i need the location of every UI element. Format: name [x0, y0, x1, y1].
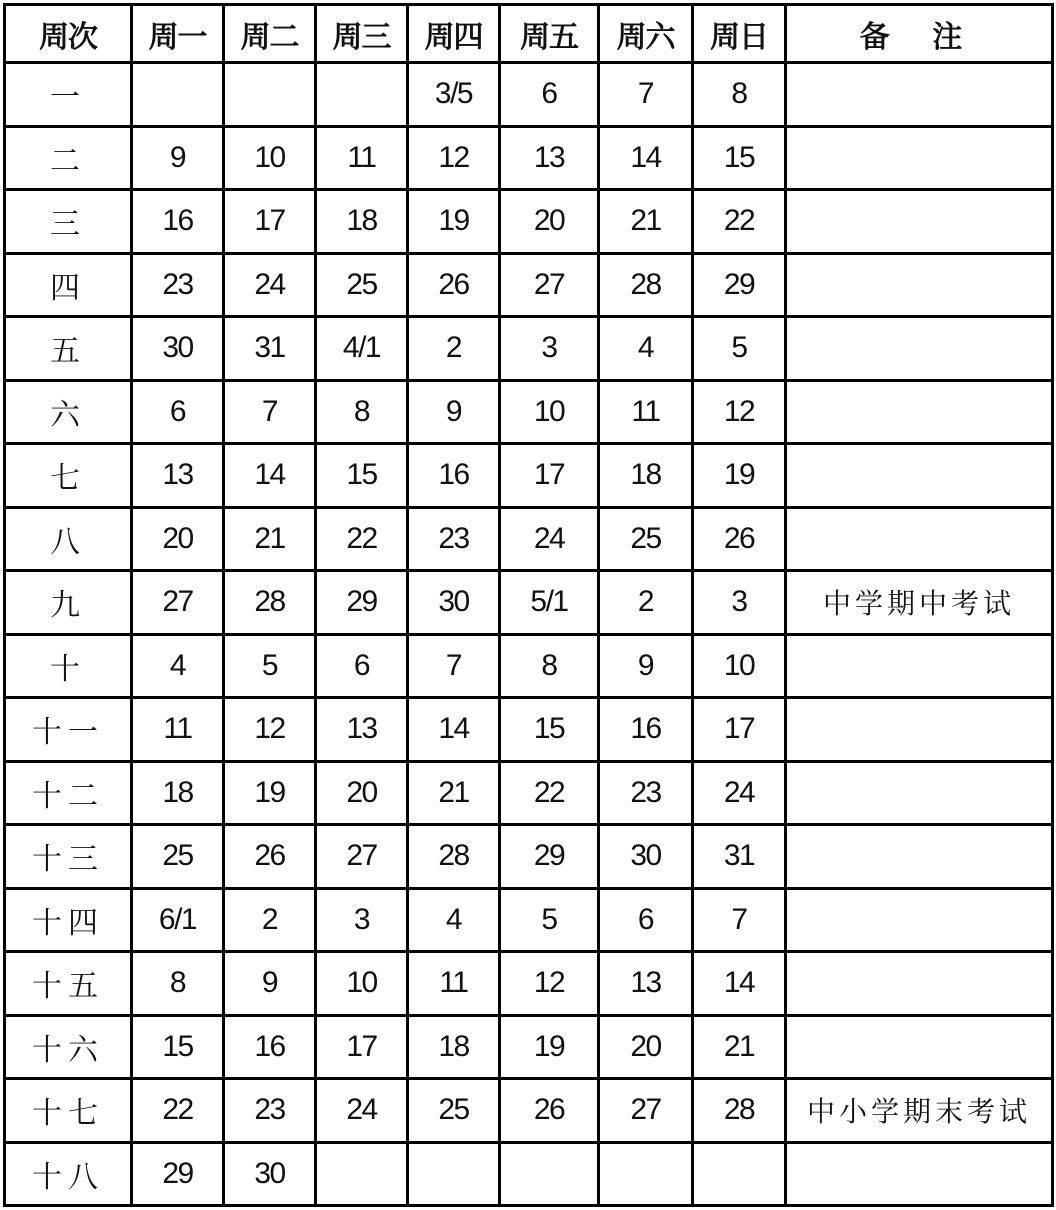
date-cell-wed — [316, 1142, 408, 1206]
week-number-cell: 十五 — [5, 952, 132, 1016]
date-cell-wed: 8 — [316, 380, 408, 444]
date-cell-tue — [224, 63, 316, 127]
date-cell-thu: 14 — [408, 698, 500, 762]
table-row — [5, 698, 1053, 762]
date-cell-tue: 16 — [224, 1015, 316, 1079]
note-cell — [786, 444, 1053, 508]
table-row — [5, 253, 1053, 317]
table-row — [5, 634, 1053, 698]
note-cell — [786, 825, 1053, 889]
week-number-cell: 十七 — [5, 1079, 132, 1143]
date-cell-fri — [500, 1142, 599, 1206]
date-cell-thu: 7 — [408, 634, 500, 698]
date-cell-tue: 26 — [224, 825, 316, 889]
date-cell-sat: 11 — [599, 380, 693, 444]
note-cell — [786, 380, 1053, 444]
date-cell-fri: 15 — [500, 698, 599, 762]
date-cell-sat: 13 — [599, 952, 693, 1016]
table-body — [5, 63, 1053, 1206]
table-row — [5, 190, 1053, 254]
date-cell-tue: 2 — [224, 888, 316, 952]
week-number-cell: 十一 — [5, 698, 132, 762]
date-cell-wed: 25 — [316, 253, 408, 317]
date-cell-fri: 5 — [500, 888, 599, 952]
date-cell-sun: 29 — [693, 253, 786, 317]
header-fri: 周五 — [500, 5, 599, 63]
date-cell-sun: 14 — [693, 952, 786, 1016]
date-cell-thu: 21 — [408, 761, 500, 825]
note-cell — [786, 63, 1053, 127]
date-cell-tue: 12 — [224, 698, 316, 762]
note-cell — [786, 317, 1053, 381]
note-cell — [786, 1142, 1053, 1206]
week-number-cell: 二 — [5, 126, 132, 190]
date-cell-wed: 15 — [316, 444, 408, 508]
date-cell-sun: 10 — [693, 634, 786, 698]
date-cell-sun: 26 — [693, 507, 786, 571]
date-cell-sat: 6 — [599, 888, 693, 952]
week-number-cell: 九 — [5, 571, 132, 635]
table-row — [5, 126, 1053, 190]
header-wed: 周三 — [316, 5, 408, 63]
table-row — [5, 761, 1053, 825]
date-cell-wed: 17 — [316, 1015, 408, 1079]
note-cell: 中小学期末考试 — [786, 1079, 1053, 1143]
date-cell-fri: 17 — [500, 444, 599, 508]
date-cell-mon — [132, 63, 224, 127]
date-cell-sun: 31 — [693, 825, 786, 889]
date-cell-fri: 8 — [500, 634, 599, 698]
date-cell-wed: 20 — [316, 761, 408, 825]
note-cell — [786, 507, 1053, 571]
date-cell-wed — [316, 63, 408, 127]
date-cell-mon: 27 — [132, 571, 224, 635]
header-thu: 周四 — [408, 5, 500, 63]
note-cell — [786, 952, 1053, 1016]
note-cell — [786, 126, 1053, 190]
week-number-cell: 四 — [5, 253, 132, 317]
table-row — [5, 888, 1053, 952]
date-cell-thu — [408, 1142, 500, 1206]
date-cell-tue: 28 — [224, 571, 316, 635]
table-row — [5, 1142, 1053, 1206]
week-number-cell: 八 — [5, 507, 132, 571]
date-cell-mon: 8 — [132, 952, 224, 1016]
date-cell-fri: 5/1 — [500, 571, 599, 635]
date-cell-sat: 7 — [599, 63, 693, 127]
date-cell-wed: 24 — [316, 1079, 408, 1143]
date-cell-mon: 22 — [132, 1079, 224, 1143]
table-row — [5, 1079, 1053, 1143]
date-cell-tue: 10 — [224, 126, 316, 190]
date-cell-mon: 23 — [132, 253, 224, 317]
date-cell-sat: 18 — [599, 444, 693, 508]
date-cell-mon: 6/1 — [132, 888, 224, 952]
date-cell-sun: 28 — [693, 1079, 786, 1143]
date-cell-wed: 11 — [316, 126, 408, 190]
note-cell — [786, 888, 1053, 952]
date-cell-thu: 2 — [408, 317, 500, 381]
date-cell-tue: 31 — [224, 317, 316, 381]
date-cell-fri: 19 — [500, 1015, 599, 1079]
date-cell-tue: 19 — [224, 761, 316, 825]
date-cell-sat: 27 — [599, 1079, 693, 1143]
date-cell-thu: 19 — [408, 190, 500, 254]
date-cell-thu: 11 — [408, 952, 500, 1016]
header-mon: 周一 — [132, 5, 224, 63]
week-number-cell: 十八 — [5, 1142, 132, 1206]
date-cell-sat: 28 — [599, 253, 693, 317]
date-cell-tue: 14 — [224, 444, 316, 508]
date-cell-wed: 10 — [316, 952, 408, 1016]
note-cell — [786, 1015, 1053, 1079]
date-cell-wed: 27 — [316, 825, 408, 889]
date-cell-mon: 20 — [132, 507, 224, 571]
date-cell-tue: 23 — [224, 1079, 316, 1143]
week-number-cell: 七 — [5, 444, 132, 508]
week-number-cell: 五 — [5, 317, 132, 381]
header-sun: 周日 — [693, 5, 786, 63]
date-cell-fri: 13 — [500, 126, 599, 190]
date-cell-sun: 12 — [693, 380, 786, 444]
date-cell-wed: 18 — [316, 190, 408, 254]
date-cell-mon: 30 — [132, 317, 224, 381]
date-cell-thu: 30 — [408, 571, 500, 635]
table-row — [5, 571, 1053, 635]
date-cell-mon: 4 — [132, 634, 224, 698]
table-row — [5, 63, 1053, 127]
date-cell-sun: 19 — [693, 444, 786, 508]
week-number-cell: 十六 — [5, 1015, 132, 1079]
date-cell-sun: 15 — [693, 126, 786, 190]
date-cell-sat: 23 — [599, 761, 693, 825]
date-cell-wed: 22 — [316, 507, 408, 571]
date-cell-wed: 4/1 — [316, 317, 408, 381]
date-cell-sun: 3 — [693, 571, 786, 635]
note-cell — [786, 761, 1053, 825]
date-cell-sat: 21 — [599, 190, 693, 254]
date-cell-sun: 21 — [693, 1015, 786, 1079]
date-cell-mon: 16 — [132, 190, 224, 254]
date-cell-mon: 6 — [132, 380, 224, 444]
header-sat: 周六 — [599, 5, 693, 63]
date-cell-sat — [599, 1142, 693, 1206]
date-cell-thu: 18 — [408, 1015, 500, 1079]
date-cell-thu: 3/5 — [408, 63, 500, 127]
date-cell-sat: 30 — [599, 825, 693, 889]
week-number-cell: 十二 — [5, 761, 132, 825]
week-number-cell: 十 — [5, 634, 132, 698]
date-cell-mon: 29 — [132, 1142, 224, 1206]
date-cell-fri: 6 — [500, 63, 599, 127]
date-cell-fri: 12 — [500, 952, 599, 1016]
date-cell-sun: 7 — [693, 888, 786, 952]
date-cell-wed: 3 — [316, 888, 408, 952]
table-row — [5, 444, 1053, 508]
week-number-cell: 三 — [5, 190, 132, 254]
table-row — [5, 825, 1053, 889]
date-cell-thu: 4 — [408, 888, 500, 952]
table-row — [5, 317, 1053, 381]
date-cell-sat: 14 — [599, 126, 693, 190]
week-number-cell: 十三 — [5, 825, 132, 889]
date-cell-thu: 9 — [408, 380, 500, 444]
header-notes: 备 注 — [786, 5, 1053, 63]
date-cell-mon: 18 — [132, 761, 224, 825]
date-cell-mon: 9 — [132, 126, 224, 190]
date-cell-sat: 16 — [599, 698, 693, 762]
date-cell-sat: 2 — [599, 571, 693, 635]
date-cell-sun: 22 — [693, 190, 786, 254]
date-cell-tue: 17 — [224, 190, 316, 254]
week-number-cell: 六 — [5, 380, 132, 444]
date-cell-sat: 25 — [599, 507, 693, 571]
date-cell-thu: 28 — [408, 825, 500, 889]
header-week: 周次 — [5, 5, 132, 63]
date-cell-sun: 5 — [693, 317, 786, 381]
note-cell — [786, 698, 1053, 762]
table-row — [5, 952, 1053, 1016]
date-cell-fri: 27 — [500, 253, 599, 317]
table-row — [5, 507, 1053, 571]
date-cell-fri: 26 — [500, 1079, 599, 1143]
date-cell-fri: 10 — [500, 380, 599, 444]
note-cell — [786, 253, 1053, 317]
date-cell-fri: 29 — [500, 825, 599, 889]
date-cell-sun — [693, 1142, 786, 1206]
date-cell-mon: 11 — [132, 698, 224, 762]
table-row — [5, 1015, 1053, 1079]
date-cell-fri: 22 — [500, 761, 599, 825]
date-cell-tue: 21 — [224, 507, 316, 571]
date-cell-wed: 6 — [316, 634, 408, 698]
date-cell-sun: 8 — [693, 63, 786, 127]
note-cell — [786, 190, 1053, 254]
date-cell-mon: 13 — [132, 444, 224, 508]
date-cell-wed: 29 — [316, 571, 408, 635]
header-row — [5, 5, 1053, 63]
date-cell-sat: 20 — [599, 1015, 693, 1079]
table-row — [5, 380, 1053, 444]
date-cell-thu: 26 — [408, 253, 500, 317]
date-cell-sun: 17 — [693, 698, 786, 762]
date-cell-thu: 25 — [408, 1079, 500, 1143]
date-cell-tue: 7 — [224, 380, 316, 444]
date-cell-fri: 24 — [500, 507, 599, 571]
date-cell-thu: 23 — [408, 507, 500, 571]
date-cell-sat: 9 — [599, 634, 693, 698]
week-number-cell: 一 — [5, 63, 132, 127]
date-cell-mon: 15 — [132, 1015, 224, 1079]
date-cell-sun: 24 — [693, 761, 786, 825]
date-cell-wed: 13 — [316, 698, 408, 762]
date-cell-fri: 20 — [500, 190, 599, 254]
week-number-cell: 十四 — [5, 888, 132, 952]
date-cell-mon: 25 — [132, 825, 224, 889]
school-calendar-table — [3, 3, 1054, 1207]
date-cell-sat: 4 — [599, 317, 693, 381]
date-cell-tue: 24 — [224, 253, 316, 317]
note-cell: 中学期中考试 — [786, 571, 1053, 635]
date-cell-thu: 12 — [408, 126, 500, 190]
header-tue: 周二 — [224, 5, 316, 63]
date-cell-tue: 9 — [224, 952, 316, 1016]
date-cell-tue: 5 — [224, 634, 316, 698]
note-cell — [786, 634, 1053, 698]
date-cell-tue: 30 — [224, 1142, 316, 1206]
date-cell-fri: 3 — [500, 317, 599, 381]
date-cell-thu: 16 — [408, 444, 500, 508]
